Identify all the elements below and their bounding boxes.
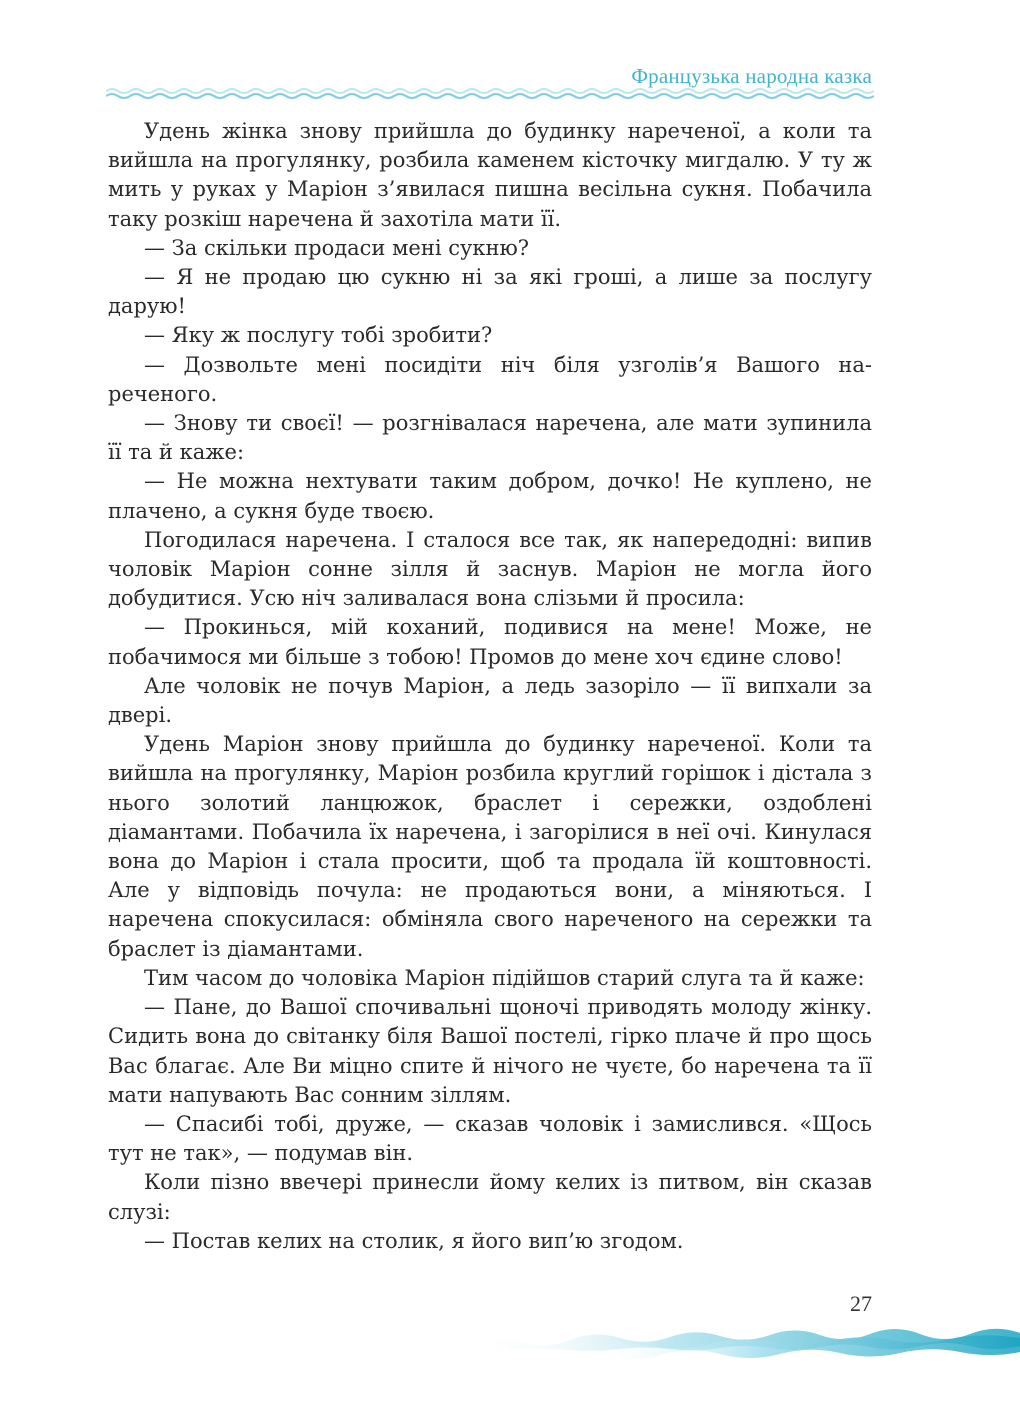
paragraph-5: — Дозвольте мені посидіти ніч біля узголів’я Вашого нареченого. — [108, 352, 872, 406]
story-text — [108, 117, 872, 1256]
paragraph-12: Тим часом до чоловіка Маріон підійшов старий слуга та й каже: — [144, 965, 865, 990]
header-wave-decoration — [106, 86, 874, 100]
paragraph-15: Коли пізно ввечері принесли йому келих із питвом, він сказав слузі: — [108, 1170, 872, 1224]
paragraph-2: — За скільки продаси мені сукню? — [144, 235, 530, 260]
paragraph-8: Погодилася наречена. І сталося все так, як напередодні: випив чоловік Маріон сонне зілля й заснув. Маріон не могла його добудитися. Усю ніч заливалася вона слізьми й просила: — [108, 527, 872, 611]
paragraph-7: — Не можна нехтувати таким добром, дочко! Не куплено, не плачено, а сукня буде твоєю. — [108, 469, 872, 523]
paragraph-13: — Пане, до Вашої спочивальні щоночі приводять молоду жінку. Сидить вона до світанку біля Вашої постелі, гірко плаче й про щось Вас благає. Але Ви міцно спите й нічого не чуєте, бо наречена та її мати напувають Вас сонним зіллям. — [108, 995, 872, 1107]
paragraph-11: Удень Маріон знову прийшла до будинку нареченої. Коли та вийшла на прогулянку, Маріон розбила круглий горішок і дістала з нього золотий ланцюжок, браслет і сережки, оздоблені діамантами. Побачила їх наречена, і загорілися в неї очі. Кинулася вона до Маріон і стала просити, щоб та продала їй коштовності. Але у відповідь почула: не продаються вони, а міняються. І наречена спокусилася: обміняла свого нареченого на сережки та браслет із діамантами. — [108, 732, 872, 961]
paragraph-14: — Спасибі тобі, друже, — сказав чоловік і замислився. «Щось тут не так», — подумав він. — [108, 1111, 872, 1166]
paragraph-9: — Прокинься, мій коханий, подивися на мене! Може, не побачимося ми більше з тобою! Промов до мене хоч єдине слово! — [108, 615, 872, 669]
paragraph-1: Удень жінка знову прийшла до будинку нареченої, а коли та вийшла на прогулянку, розбила каменем кісточку мигдалю. У ту ж мить у руках у Маріон з’явилася пишна весільна сукня. Побачила таку розкіш наречена й захотіла мати її. — [108, 119, 872, 231]
paragraph-6: — Знову ти своєї! — розгнівалася наречена, але мати зупинила її та й каже: — [108, 411, 872, 465]
paragraph-16: — Постав келих на столик, я його вип’ю згодом. — [144, 1228, 684, 1253]
footer-wave-decoration — [470, 1322, 1020, 1362]
page-number: 27 — [850, 1291, 872, 1316]
paragraph-3: — Я не продаю цю сукню ні за які гроші, а лише за послугу дарую! — [108, 265, 872, 319]
paragraph-10: Але чоловік не почув Маріон, а ледь зазоріло — її випхали за двері. — [108, 673, 872, 728]
header-title: Французька народна казка — [631, 64, 872, 88]
paragraph-4: — Яку ж послугу тобі зробити? — [144, 323, 493, 348]
